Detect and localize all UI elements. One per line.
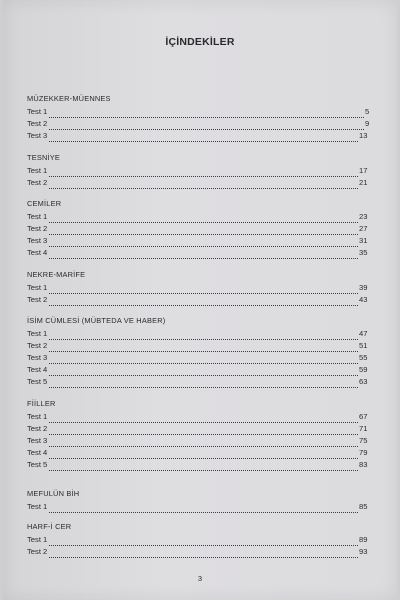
dot-leader <box>49 238 358 247</box>
dot-leader <box>49 226 358 235</box>
section-title: TESNİYE <box>27 153 61 162</box>
toc-entry <box>27 235 387 247</box>
dot-leader <box>49 504 358 513</box>
dot-leader <box>49 285 358 294</box>
dot-leader <box>49 214 358 223</box>
page-title: İÇİNDEKİLER <box>165 36 235 48</box>
toc-entry <box>27 247 387 259</box>
entry-page-number: 27 <box>359 223 368 233</box>
entry-label: Test 2 <box>27 546 48 556</box>
entry-page-number: 13 <box>359 130 368 140</box>
toc-entry <box>27 130 387 142</box>
toc-entry <box>27 352 387 364</box>
dot-leader <box>49 414 358 423</box>
dot-leader <box>49 537 358 546</box>
entry-page-number: 39 <box>359 283 368 292</box>
dot-leader <box>49 109 364 118</box>
toc-entry <box>27 177 387 189</box>
toc-entry <box>27 459 387 471</box>
entry-page-number: 55 <box>359 352 368 362</box>
entry-label: Test 2 <box>27 118 48 128</box>
dot-leader <box>49 355 358 364</box>
dot-leader <box>49 549 358 558</box>
entry-label: Test 2 <box>27 177 48 187</box>
entry-page-number: 5 <box>365 107 370 116</box>
entry-page-number: 51 <box>359 340 368 350</box>
document-page <box>3 0 397 600</box>
entry-label: Test 1 <box>27 502 48 511</box>
entry-label: Test 5 <box>27 376 48 386</box>
entry-page-number: 89 <box>359 535 368 544</box>
dot-leader <box>49 367 358 376</box>
entry-page-number: 43 <box>359 294 368 304</box>
entry-page-number: 23 <box>359 212 368 221</box>
entry-label: Test 5 <box>27 459 48 469</box>
toc-entry <box>27 501 387 513</box>
entry-label: Test 2 <box>27 223 48 233</box>
entry-page-number: 83 <box>359 459 368 469</box>
toc-entry <box>27 223 387 235</box>
section-title: NEKRE-MARİFE <box>27 270 86 279</box>
toc-entry <box>27 411 387 423</box>
entry-page-number: 31 <box>359 235 368 245</box>
entry-label: Test 1 <box>27 412 48 421</box>
entry-label: Test 3 <box>27 352 48 362</box>
toc-entry <box>27 534 387 546</box>
entry-label: Test 1 <box>27 535 48 544</box>
toc-entry <box>27 423 387 435</box>
toc-entry <box>27 328 387 340</box>
dot-leader <box>49 121 364 130</box>
entry-page-number: 93 <box>359 546 368 556</box>
entry-label: Test 3 <box>27 235 48 245</box>
toc-entry <box>27 447 387 459</box>
section-title: HARF-İ CER <box>27 522 72 531</box>
entry-label: Test 3 <box>27 435 48 445</box>
toc-entry <box>27 211 387 223</box>
entry-page-number: 9 <box>365 118 370 128</box>
entry-page-number: 35 <box>359 247 368 257</box>
toc-entry <box>27 106 387 118</box>
entry-page-number: 47 <box>359 329 368 338</box>
section-title: MÜZEKKER-MÜENNES <box>27 94 111 103</box>
toc-entry <box>27 546 387 558</box>
dot-leader <box>49 462 358 471</box>
entry-page-number: 67 <box>359 412 368 421</box>
entry-label: Test 2 <box>27 294 48 304</box>
entry-label: Test 1 <box>27 212 48 221</box>
entry-page-number: 85 <box>359 502 368 511</box>
entry-label: Test 2 <box>27 340 48 350</box>
entry-page-number: 75 <box>359 435 368 445</box>
section-title: FİİLLER <box>27 399 56 408</box>
dot-leader <box>49 379 358 388</box>
dot-leader <box>49 297 358 306</box>
dot-leader <box>49 180 358 189</box>
entry-label: Test 1 <box>27 283 48 292</box>
entry-page-number: 79 <box>359 447 368 457</box>
dot-leader <box>49 168 358 177</box>
section-title: İSİM CÜMLESİ (MÜBTEDA VE HABER) <box>27 316 166 325</box>
entry-page-number: 59 <box>359 364 368 374</box>
entry-label: Test 4 <box>27 364 48 374</box>
toc-entry <box>27 294 387 306</box>
page-number: 3 <box>197 574 203 583</box>
dot-leader <box>49 450 358 459</box>
toc-entry <box>27 118 387 130</box>
entry-label: Test 4 <box>27 447 48 457</box>
dot-leader <box>49 331 358 340</box>
toc-entry <box>27 340 387 352</box>
toc-entry <box>27 165 387 177</box>
toc-entry <box>27 364 387 376</box>
dot-leader <box>49 250 358 259</box>
section-title: CEMİLER <box>27 199 62 208</box>
entry-page-number: 71 <box>359 423 368 433</box>
entry-page-number: 17 <box>359 166 368 175</box>
toc-entry <box>27 376 387 388</box>
toc-entry <box>27 282 387 294</box>
entry-label: Test 1 <box>27 329 48 338</box>
entry-label: Test 4 <box>27 247 48 257</box>
dot-leader <box>49 438 358 447</box>
toc-entry <box>27 435 387 447</box>
section-title: MEFULÜN BİH <box>27 489 80 498</box>
dot-leader <box>49 133 358 142</box>
entry-page-number: 21 <box>359 177 368 187</box>
entry-page-number: 63 <box>359 376 368 386</box>
entry-label: Test 1 <box>27 166 48 175</box>
entry-label: Test 1 <box>27 107 48 116</box>
entry-label: Test 2 <box>27 423 48 433</box>
dot-leader <box>49 426 358 435</box>
dot-leader <box>49 343 358 352</box>
entry-label: Test 3 <box>27 130 48 140</box>
